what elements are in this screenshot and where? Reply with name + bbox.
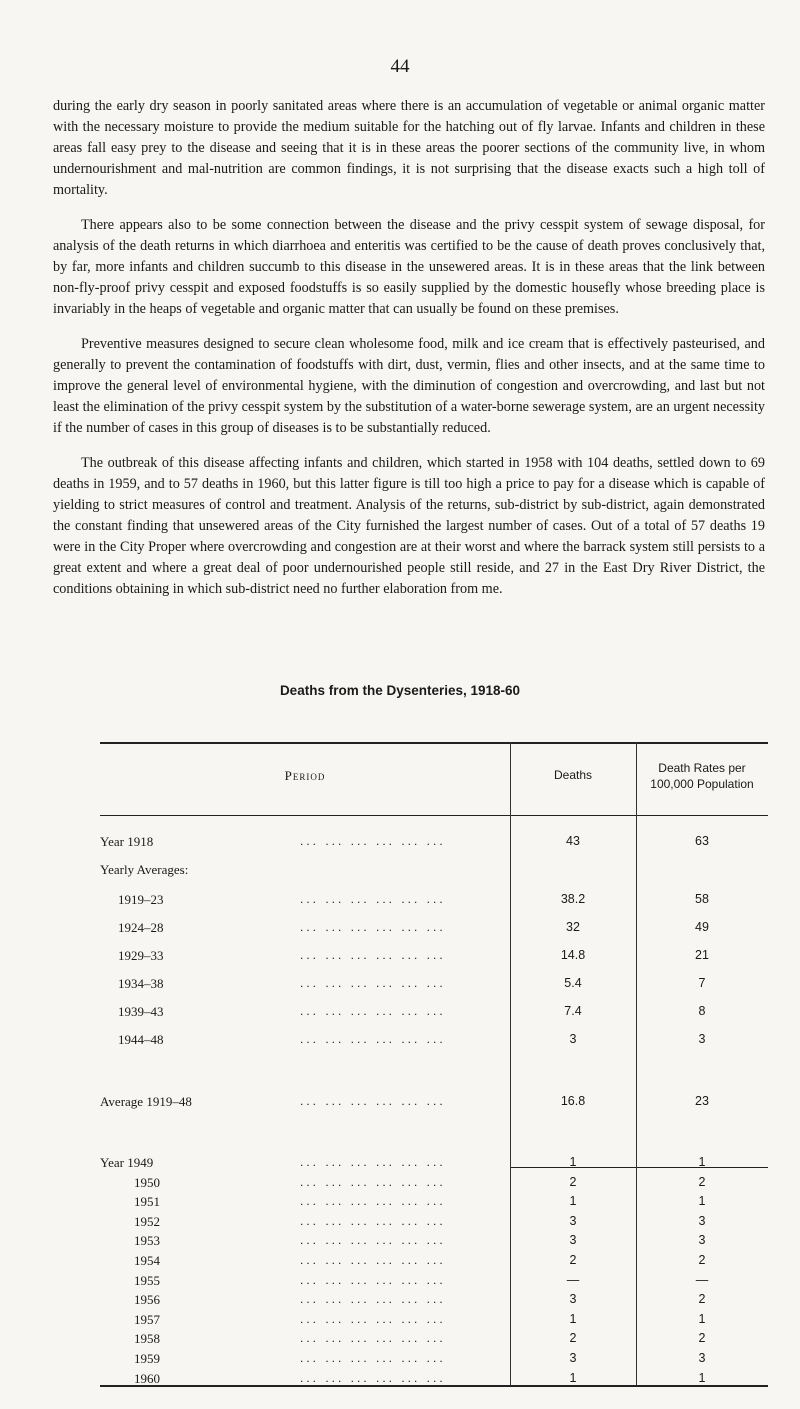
leader-dots: ... ... ... ... ... ... (300, 920, 446, 934)
leader-dots: ... ... ... ... ... ... (300, 1370, 446, 1385)
paragraph-2: There appears also to be some connection between the disease and the privy cesspit system of sewage disposal, for analysis of the death returns in which diarrhoea and enteritis was certified to be the cause of death proves conclusively that, by far, more infants and children succumb to this disease in the unsewered areas. It is in these areas that the link between non-fly-proof privy cesspit and exposed foodstuffs is so easily supplied by the domestic housefly whose breeding place is invariably in the heaps of vegetable and organic matter that can usually be found on these premises. (53, 217, 765, 317)
leader-dots: ... ... ... ... ... ... (300, 1004, 446, 1018)
row-year (100, 1253, 768, 1273)
rate-value: 21 (695, 948, 709, 962)
rate-value: 3 (698, 1032, 706, 1046)
deaths-value: 38.2 (560, 892, 586, 906)
deaths-value: 3 (569, 1351, 577, 1365)
row-average (100, 1004, 768, 1024)
row-year (100, 1351, 768, 1371)
rate-value: 49 (695, 920, 709, 934)
rate-value: 3 (698, 1213, 706, 1228)
leader-dots: ... ... ... ... ... ... (300, 1174, 446, 1189)
rate-value: 63 (695, 834, 709, 848)
header-rates-line-2: 100,000 Population (650, 777, 754, 791)
page-number: 44 (390, 56, 410, 77)
row-overall-average (100, 1094, 768, 1114)
rate-value: 2 (698, 1292, 706, 1307)
deaths-value: 3 (569, 1032, 577, 1046)
deaths-value: 1 (569, 1155, 577, 1169)
row-label: 1919–23 (118, 892, 164, 907)
row-year (100, 1233, 768, 1253)
row-label: 1950 (134, 1174, 160, 1190)
leader-dots: ... ... ... ... ... ... (300, 892, 446, 906)
paragraph-1: during the early dry season in poorly sanitated areas where there is an accumulation of vegetable or animal organic matter with the necessary moisture to provide the medium suitable for the hatching out of fly larvae. Infants and children in these areas fall easy prey to the disease and seeing that it is in these areas the poorer sections of the community live, in whom undernourishment and mal-nutrition are common findings, it is not surprising that the disease exacts such a high toll of mortality. (53, 98, 765, 198)
deaths-value: 16.8 (560, 1094, 586, 1108)
row-label: 1951 (134, 1194, 160, 1210)
row-average (100, 976, 768, 996)
deaths-value: 1 (569, 1311, 577, 1326)
row-label: 1939–43 (118, 1004, 164, 1019)
row-label: 1934–38 (118, 976, 164, 991)
row-label: 1955 (134, 1272, 160, 1288)
rate-value: 3 (698, 1351, 706, 1365)
rate-value: 2 (698, 1253, 706, 1267)
row-year (100, 1312, 768, 1332)
row-label: 1956 (134, 1292, 160, 1308)
paragraph-4: The outbreak of this disease affecting infants and children, which started in 1958 with 104 deaths, settled down to 69 deaths in 1959, and to 57 deaths in 1960, but this latter figure is till too high a price to pay for a disease which is capable of yielding to strict measures of control and treatment. Analysis of the returns, sub-district by sub-district, again demonstrated the constant finding that unsewered areas of the City furnished the largest number of cases. Out of a total of 57 deaths 19 were in the City Proper where overcrowding and congestion are at their worst and where the barrack system still persists to a great extent and where a great deal of poor undernourished people still reside, and 27 in the East Dry River District, the conditions obtaining in which sub-district need no further elaboration from me. (53, 455, 765, 597)
row-label: Year 1918 (100, 834, 154, 849)
row-label: 1954 (134, 1253, 160, 1268)
row-average (100, 892, 768, 912)
leader-dots: ... ... ... ... ... ... (300, 1155, 446, 1169)
leader-dots: ... ... ... ... ... ... (300, 1194, 446, 1209)
leader-dots: ... ... ... ... ... ... (300, 1213, 446, 1228)
deaths-value: 2 (569, 1253, 577, 1267)
deaths-value: 1 (569, 1370, 577, 1385)
leader-dots: ... ... ... ... ... ... (300, 1032, 446, 1046)
table-tail (100, 1387, 768, 1409)
row-year (100, 1214, 768, 1234)
rate-value: 58 (695, 892, 709, 906)
rate-value: 1 (698, 1311, 706, 1326)
row-label: 1959 (134, 1351, 160, 1366)
row-year (100, 1331, 768, 1351)
row-label: 1957 (134, 1311, 160, 1327)
rate-value: 7 (698, 976, 706, 990)
rate-value: 23 (695, 1094, 709, 1108)
leader-dots: ... ... ... ... ... ... (300, 976, 446, 990)
row-year (100, 1292, 768, 1312)
leader-dots: ... ... ... ... ... ... (300, 834, 446, 848)
leader-dots: ... ... ... ... ... ... (300, 948, 446, 962)
row-average (100, 1032, 768, 1052)
body-text (53, 96, 765, 614)
table-title: Deaths from the Dysenteries, 1918-60 (279, 683, 521, 698)
rate-value: 1 (698, 1194, 706, 1209)
row-year (100, 1194, 768, 1214)
rate-value: — (695, 1272, 709, 1287)
deaths-value: 7.4 (564, 1004, 582, 1018)
row-label: 1958 (134, 1331, 160, 1347)
row-average (100, 920, 768, 940)
header-period: Period (284, 768, 326, 783)
header-death-rates (636, 760, 768, 792)
deaths-value: 2 (569, 1174, 577, 1189)
dysentery-deaths-table (100, 742, 768, 1387)
row-label: 1960 (134, 1370, 160, 1386)
header-deaths: Deaths (553, 768, 593, 782)
deaths-value: 3 (569, 1213, 577, 1228)
yearly-averages-label: Yearly Averages: (100, 862, 189, 877)
row-label: 1952 (134, 1213, 160, 1229)
paragraph-3: Preventive measures designed to secure clean wholesome food, milk and ice cream that is effectively pasteurised, and generally to prevent the contamination of foodstuffs with dirt, dust, vermin, flies and other insects, and at the same time to improve the general level of environmental hygiene, with the diminution of congestion and overcrowding, and last but not least the elimination of the privy cesspit system by the substitution of a water-borne sewerage system, are an urgent necessity if the number of cases in this group of diseases is to be substantially reduced. (53, 336, 765, 436)
row-year (100, 1273, 768, 1293)
leader-dots: ... ... ... ... ... ... (300, 1094, 446, 1108)
leader-dots: ... ... ... ... ... ... (300, 1311, 446, 1326)
leader-dots: ... ... ... ... ... ... (300, 1331, 446, 1346)
row-label: Average 1919–48 (100, 1094, 192, 1109)
leader-dots: ... ... ... ... ... ... (300, 1351, 446, 1365)
deaths-value: 3 (569, 1292, 577, 1307)
rate-value: 1 (698, 1155, 706, 1169)
rate-value: 8 (698, 1004, 706, 1018)
rate-value: 1 (698, 1370, 706, 1385)
row-label: 1929–33 (118, 948, 164, 963)
rate-value: 3 (698, 1233, 706, 1248)
deaths-value: 32 (566, 920, 580, 934)
deaths-value: 43 (566, 834, 580, 848)
deaths-value: 14.8 (560, 948, 586, 962)
deaths-value: 5.4 (564, 976, 582, 990)
row-label: Year 1949 (100, 1155, 154, 1170)
deaths-value: — (566, 1272, 580, 1287)
leader-dots: ... ... ... ... ... ... (300, 1253, 446, 1267)
row-year (100, 1175, 768, 1195)
row-label: 1944–48 (118, 1032, 164, 1047)
deaths-value: 1 (569, 1194, 577, 1209)
rate-value: 2 (698, 1331, 706, 1346)
table-header-rule (100, 815, 768, 816)
rate-value: 2 (698, 1174, 706, 1189)
row-year (100, 1155, 768, 1175)
leader-dots: ... ... ... ... ... ... (300, 1272, 446, 1287)
leader-dots: ... ... ... ... ... ... (300, 1233, 446, 1248)
row-year-1918 (100, 834, 768, 854)
header-rates-line-1: Death Rates per (658, 761, 746, 775)
leader-dots: ... ... ... ... ... ... (300, 1292, 446, 1307)
table-top-rule (100, 742, 768, 744)
row-average (100, 948, 768, 968)
row-label: 1953 (134, 1233, 160, 1249)
deaths-value: 3 (569, 1233, 577, 1248)
row-label: 1924–28 (118, 920, 164, 935)
deaths-value: 2 (569, 1331, 577, 1346)
